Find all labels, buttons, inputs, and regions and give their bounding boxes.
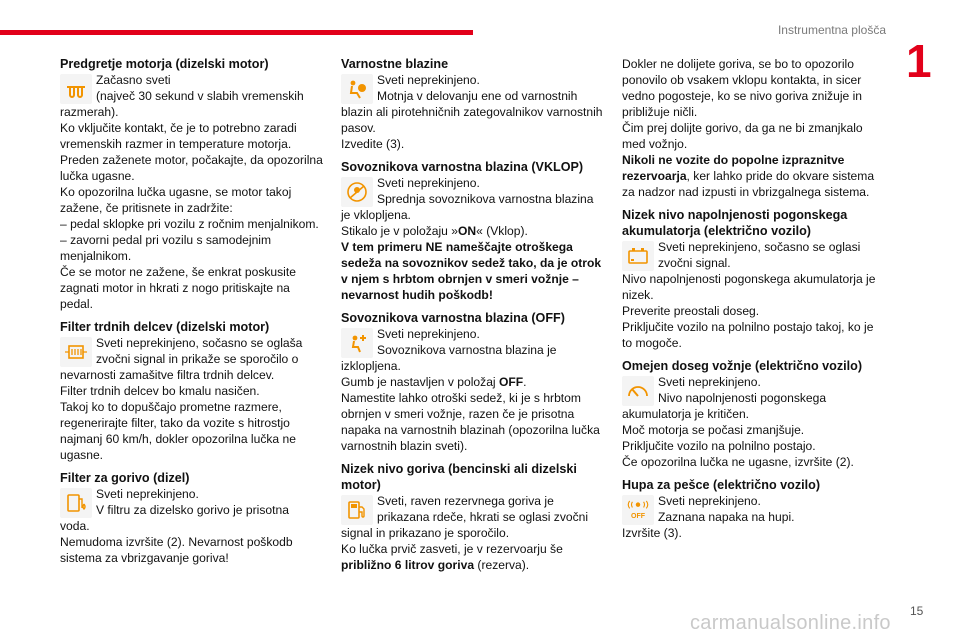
text-line: Sveti neprekinjeno, sočasno se oglasi [658,240,861,254]
section-title: Predgretje motorja (dizelski motor) [60,57,269,71]
section-title: akumulatorja (električno vozilo) [622,224,811,238]
text-line: izklopljena. [341,359,401,373]
text-line [341,374,603,390]
text-line: Če opozorilna lučka ne ugasne, izvršite (2). [622,455,854,469]
section-body [341,525,603,573]
airbag-icon [341,74,373,104]
text-line: to mogoče. [622,336,682,350]
section-low-fuel-continued [622,56,884,200]
column-2 [341,56,603,580]
section-title: Nizek nivo goriva (bencinski ali dizelski [341,462,577,476]
column-1 [60,56,322,573]
text-line: vedno pogosteje, ko se nivo goriva znižuje in [622,89,863,103]
text-line: Preden zaženete motor, počakajte, da opozorilna [60,153,323,167]
text-line: Sveti neprekinjeno, sočasno se oglaša [96,336,303,350]
text-line: Priključite vozilo na polnilno postajo. [622,439,816,453]
text-line: Izvedite (3). [341,137,405,151]
section-title: Filter trdnih delcev (dizelski motor) [60,320,270,334]
passenger-airbag-on-icon [341,177,373,207]
text-line: Izvršite (3). [622,526,682,540]
section-pedestrian-horn [622,477,884,541]
section-body [341,358,603,454]
text-line: Sveti neprekinjeno. [658,375,761,389]
text-line: najmanj 60 km/h, dokler opozorilna lučka ne [60,432,296,446]
section-body [60,104,322,312]
text-line: pedal. [60,297,93,311]
warning-line: Nikoli ne vozite do popolne izpraznitve [622,153,845,167]
text-line: ugasne. [60,448,104,462]
section-passenger-airbag-on [341,159,603,303]
text-fragment: (rezerva). [474,558,530,572]
text-line: za nadzor nad izpusti in vbrizgalnega sistema. [622,185,870,199]
text-line: signal in prikazano je sporočilo. [341,526,510,540]
text-line: prikazana rdeče, hkrati se oglasi zvočni [377,510,589,524]
section-passenger-airbag-off [341,310,603,454]
section-title: Omejen doseg vožnje (električno vozilo) [622,359,863,373]
passenger-airbag-off-icon [341,328,373,358]
preheat-coil-icon [60,74,92,104]
text-line: zvočni signal in prikaže se sporočilo o [96,352,299,366]
text-line: napaka na varnostnih blazinah (opozorilna lučka [341,423,600,437]
section-body [341,104,603,152]
text-line: Sveti neprekinjeno. [377,176,480,190]
section-title: Sovoznikova varnostna blazina (VKLOP) [341,160,584,174]
section-body [341,207,603,303]
text-line: V filtru za dizelsko gorivo je prisotna [96,503,289,517]
text-line: zažene, če pritisnete in zadržite: [60,201,233,215]
text-line: pasov. [341,121,376,135]
text-bold: rezervoarja [622,169,687,183]
section-title: Hupa za pešce (električno vozilo) [622,478,821,492]
section-fuel-filter [60,470,322,566]
text-line: Namestite lahko otroški sedež, ki je s hrbtom [341,391,581,405]
section-body [60,367,322,463]
text-line [341,557,603,573]
watermark: carmanualsonline.info [690,612,891,634]
page-number: 15 [910,604,924,618]
text-line: Sveti, raven rezervnega goriva je [377,494,554,508]
text-line: približuje ničli. [622,105,698,119]
text-line: Priključite vozilo na polnilno postajo takoj, ko je [622,320,874,334]
section-low-fuel [341,461,603,573]
section-title: Nizek nivo napolnjenosti pogonskega [622,208,848,222]
text-bold: približno 6 litrov goriva [341,558,475,572]
fuel-pump-icon [341,495,373,525]
traction-battery-icon [622,241,654,271]
text-line: Filter trdnih delcev bo kmalu nasičen. [60,384,260,398]
text-line: akumulatorja je kritičen. [622,407,750,421]
section-title: motor) [341,478,381,492]
text-line: zvočni signal. [658,256,731,270]
text-line: med vožnjo. [622,137,688,151]
text-fragment: Stikalo je v položaju » [341,224,458,238]
text-line: Sveti neprekinjeno. [96,487,199,501]
warning-line: V tem primeru NE nameščajte otroškega [341,240,573,254]
text-line: Ko lučka prvič zasveti, je v rezervoarju še [341,542,563,556]
text-line: Moč motorja se počasi zmanjšuje. [622,423,805,437]
pedestrian-horn-off-icon [622,495,654,525]
text-fragment: . [523,375,527,389]
text-line: Nivo napolnjenosti pogonskega [658,391,827,405]
chapter-number: 1 [906,35,932,87]
text-line [341,223,603,239]
section-body [622,406,884,470]
text-line: Dokler ne dolijete goriva, se bo to opozorilo [622,57,854,71]
text-line: regenerirajte filter, tako da vozite s hitrostjo [60,416,290,430]
warning-line: nevarnost hudih poškodb! [341,288,493,302]
section-title: Filter za gorivo (dizel) [60,471,190,485]
text-line: lučka ugasne. [60,169,135,183]
text-line: Takoj ko to dopuščajo prometne razmere, [60,400,282,414]
text-line: Če se motor ne zažene, še enkrat poskusite [60,265,296,279]
limited-power-icon [622,376,654,406]
section-body [60,518,322,566]
text-line: Čim prej dolijte gorivo, da ga ne bi zmanjkalo [622,121,863,135]
text-line: Sovoznikova varnostna blazina je [377,343,557,357]
icon-off-label: OFF [631,512,645,520]
text-line: sistema za vbrizgavanje goriva! [60,551,229,565]
text-fragment: , ker lahko pride do okvare sistema [686,169,875,183]
particle-filter-icon [60,337,92,367]
text-line: voda. [60,519,90,533]
text-line: ponovilo ob vsakem vklopu kontakta, in sicer [622,73,862,87]
text-line: obrnjen v smeri vožnje, razen če je prisotna [341,407,575,421]
text-line: je vklopljena. [341,208,411,222]
text-line: varnostnih blazin sveti). [341,439,468,453]
text-fragment: Gumb je nastavljen v položaj [341,375,499,389]
warning-line: v njem s hrbtom obrnjen v smeri vožnje – [341,272,579,286]
section-body [622,525,884,541]
text-line: Motnja v delovanju ene od varnostnih [377,89,578,103]
text-line: blazin ali pirotehničnih zategovalnikov varnostnih [341,105,603,119]
text-line: – zavorni pedal pri vozilu s samodejnim [60,233,272,247]
text-line: Začasno sveti [96,73,171,87]
text-line: Sveti neprekinjeno. [377,327,480,341]
section-particle-filter [60,319,322,463]
warning-line: sedeža na sovoznikov sedež tako, da je otrok [341,256,602,270]
text-line: Nivo napolnjenosti pogonskega akumulatorja je [622,272,876,286]
header-accent-bar [0,30,473,35]
text-line: (največ 30 sekund v slabih vremenskih [96,89,304,103]
text-fragment: « (Vklop). [476,224,528,238]
text-line: vremenskih razmer in temperature motorja. [60,137,292,151]
section-limited-range [622,358,884,470]
text-bold: ON [457,224,477,238]
text-line: razmerah). [60,105,119,119]
section-body [622,271,884,351]
section-title: Sovoznikova varnostna blazina (OFF) [341,311,565,325]
text-line: Ko vključite kontakt, če je to potrebno zaradi [60,121,297,135]
fuel-filter-water-icon [60,488,92,518]
text-line: Sprednja sovoznikova varnostna blazina [377,192,594,206]
text-line: zagnati motor in hkrati z nogo pritiskajte na [60,281,290,295]
section-preheat [60,56,322,312]
header-title: Instrumentna plošča [777,23,886,37]
text-line: Ko opozorilna lučka ugasne, se motor takoj [60,185,292,199]
text-line: menjalnikom. [60,249,132,263]
text-line: Sveti neprekinjeno. [658,494,761,508]
text-line: Zaznana napaka na hupi. [658,510,795,524]
text-line: nizek. [622,288,654,302]
text-line: nevarnosti zamašitve filtra trdnih delcev. [60,368,275,382]
text-line: – pedal sklopke pri vozilu z ročnim menjalnikom. [60,217,319,231]
section-title: Varnostne blazine [341,57,449,71]
text-bold: OFF [498,375,524,389]
section-airbags [341,56,603,152]
section-traction-battery [622,207,884,351]
text-line: Sveti neprekinjeno. [377,73,480,87]
text-line: Nemudoma izvršite (2). Nevarnost poškodb [60,535,293,549]
column-3 [622,56,884,548]
text-line [622,168,884,184]
text-line: Preverite preostali doseg. [622,304,760,318]
